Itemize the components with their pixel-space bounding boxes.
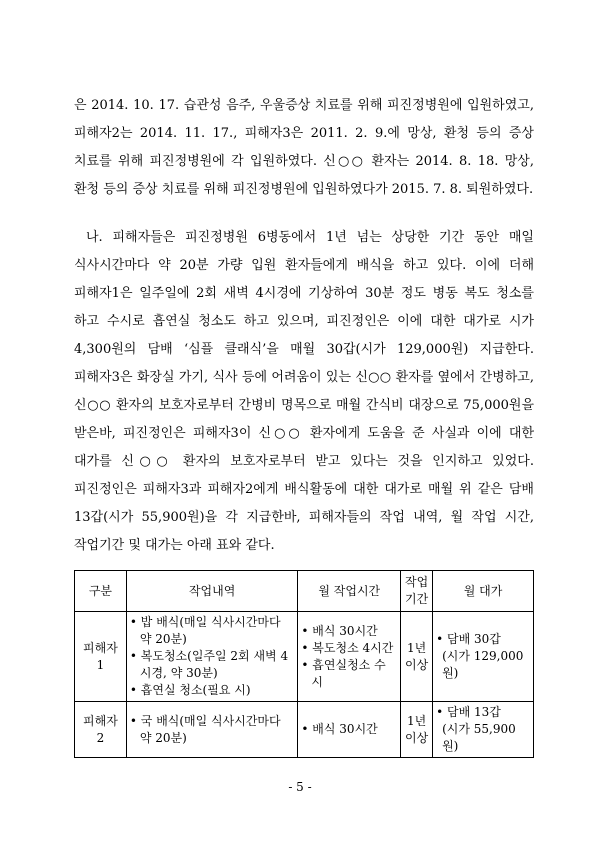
table-row: [75, 702, 534, 758]
row-category: 피해자 2: [75, 702, 127, 758]
header-work: 작업내역: [126, 571, 298, 612]
header-compensation: 월 대가: [433, 571, 534, 612]
list-item: • 복도청소 4시간: [301, 640, 394, 655]
compensation-line: • 담배 13갑: [436, 705, 501, 719]
list-item: • 흡연실 청소(필요 시): [129, 683, 251, 697]
row-compensation: [433, 612, 534, 702]
paragraph-2: 나. 피해자들은 피진정병원 6병동에서 1년 넘는 상당한 기간 동안 매일 식사시간마다 약 20분 가량 입원 환자들에게 배식을 하고 있다. 이에 더해 피해자1은 일주일에 2회 새벽 4시경에 기상하여 30분 정도 병동 복도 청소를 하고 수시로 흡연실 청소도 하고 있으며, 피진정인은 이에 대한 대가로 시가 4,300원의 담배 ‘심플 클래식’을 매월 30갑(시가 129,000원) 지급한다. 피해자3은 화장실 가기, 식사 등에 어려움이 있는 신○○ 환자를 옆에서 간병하고, 신○○ 환자의 보호자로부터 간병비 명목으로 매월 간식비 대장으로 75,000원을 받은바, 피진정인은 피해자3이 신○○ 환자에게 도움을 준 사실과 이에 대한 대가를 신○○ 환자의 보호자로부터 받고 있다는 것을 인지하고 있었다. 피진정인은 피해자3과 피해자2에게 배식활동에 대한 대가로 매월 위 같은 담배 13갑(시가 55,900원)을 각 지급한바, 피해자들의 작업 내역, 월 작업 시간, 작업기간 및 대가는 아래 표와 같다.: [74, 230, 534, 553]
list-item: • 밥 배식(매일 식사시간마다 약 20분): [129, 615, 281, 646]
table-header-row: [75, 571, 534, 612]
list-item: • 복도청소(일주일 2회 새벽 4시경, 약 30분): [129, 649, 289, 680]
document-page: [74, 92, 534, 758]
row-work: [126, 702, 298, 758]
work-table: [74, 570, 534, 758]
list-item: • 국 배식(매일 식사시간마다 약 20분): [129, 713, 281, 745]
row-period: 1년 이상: [401, 612, 433, 702]
paragraph-1: 은 2014. 10. 17. 습관성 음주, 우울증상 치료를 위해 피진정병원에 입원하였고, 피해자2는 2014. 11. 17., 피해자3은 2011. 2. 9.에 망상, 환청 등의 증상 치료를 위해 피진정병원에 각 입원하였다. 신○○ 환자는 2014. 8. 18. 망상, 환청 등의 증상 치료를 위해 피진정병원에 입원하였다가 2015. 7. 8. 퇴원하였다.: [74, 98, 534, 197]
list-item: • 배식 30시간: [301, 623, 378, 638]
header-period: 작업기간: [401, 571, 433, 612]
compensation-line: (시가 55,900원): [442, 722, 516, 753]
table-row: [75, 612, 534, 702]
list-item: • 흡연실청소 수시: [301, 657, 386, 689]
header-monthly-hours: 월 작업시간: [298, 571, 401, 612]
row-work: [126, 612, 298, 702]
row-compensation: [433, 702, 534, 758]
page-number: - 5 -: [288, 780, 312, 794]
row-monthly-hours: [298, 612, 401, 702]
header-category: 구분: [75, 571, 127, 612]
compensation-line: (시가 129,000원): [442, 649, 524, 680]
row-period: 1년 이상: [401, 702, 433, 758]
compensation-line: • 담배 30갑: [436, 632, 501, 646]
list-item: • 배식 30시간: [301, 722, 378, 736]
row-monthly-hours: [298, 702, 401, 758]
row-category: 피해자 1: [75, 612, 127, 702]
